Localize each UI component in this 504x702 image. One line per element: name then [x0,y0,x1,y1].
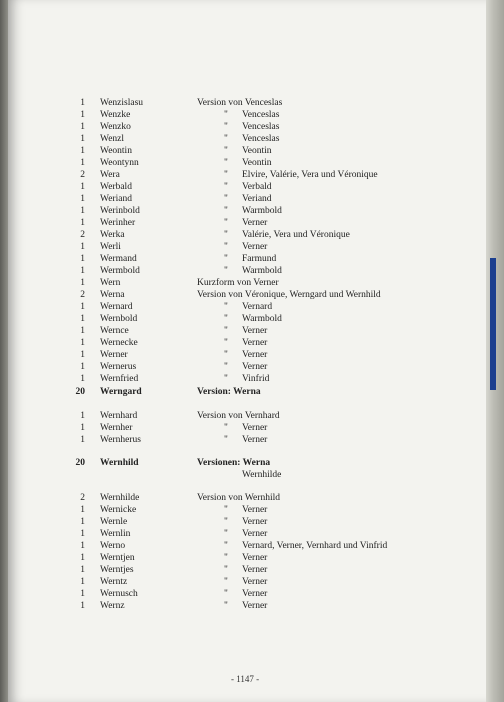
entry-name: Werner [100,350,128,360]
page-number: - 1147 - [231,674,260,684]
entry-reference: Verbald [242,182,272,192]
entry-reference: Veriand [242,194,272,204]
entry-count: 1 [80,254,85,264]
entry-reference: Verner [242,589,268,599]
entry-count: 1 [80,529,85,539]
entry-name: Werntjen [100,553,135,563]
entry-count: 1 [80,350,85,360]
entry-name: Wernhilde [100,493,140,503]
entry-reference: Verner [242,423,268,433]
entry-count: 1 [80,326,85,336]
entry-name: Wernard [100,302,133,312]
entry-count: 1 [80,110,85,120]
entry-count: 2 [80,290,85,300]
entry-count: 1 [80,565,85,575]
entry-reference: Verner [242,553,268,563]
entry-reference: Verner [242,350,268,360]
ditto-mark: " [224,134,228,144]
entry-name: Werno [100,541,126,551]
ditto-mark: " [224,505,228,515]
entry-reference: Verner [242,577,268,587]
ditto-mark: " [224,182,228,192]
entry-name: Wernerus [100,362,137,372]
entry-name: Weontynn [100,158,139,168]
ditto-mark: " [224,435,228,445]
entry-name: Wermbold [100,266,140,276]
entry-name: Weriand [100,194,132,204]
entry-count: 1 [80,122,85,132]
entry-count: 1 [80,158,85,168]
entry-reference: Vernard [242,302,273,312]
entry-reference: Verner [242,529,268,539]
ditto-mark: " [224,158,228,168]
entry-reference: Verner [242,362,268,372]
entry-description: Version von Venceslas [197,98,283,108]
entry-count: 1 [80,146,85,156]
entry-reference: Venceslas [242,110,280,120]
entry-name: Wenzke [100,110,131,120]
entry-description: Version von Vernhard [197,411,280,421]
entry-description: Version von Véronique, Werngard und Wernhild [197,290,381,300]
entry-reference: Vinfrid [242,374,270,384]
entry-count: 1 [80,362,85,372]
ditto-mark: " [224,565,228,575]
entry-description: Version: Werna [197,387,261,397]
ditto-mark: " [224,206,228,216]
entry-name: Wernhard [100,411,138,421]
entry-count: 2 [80,230,85,240]
entry-description: Version von Wernhild [197,493,280,503]
ditto-mark: " [224,362,228,372]
entry-name: Wenzislasu [100,98,144,108]
entry-description: Versionen: Werna [197,458,271,468]
ditto-mark: " [224,423,228,433]
ditto-mark: " [224,302,228,312]
entry-count: 20 [75,387,85,397]
entry-name: Wernbold [100,314,138,324]
entry-reference: Farmund [242,254,277,264]
entry-count: 1 [80,98,85,108]
entry-name: Werna [100,290,125,300]
entry-name: Wern [100,278,121,288]
entry-reference: Venceslas [242,134,280,144]
entry-count: 2 [80,170,85,180]
entry-count: 1 [80,242,85,252]
entry-reference: Verner [242,565,268,575]
ditto-mark: " [224,314,228,324]
entry-name: Werntjes [100,565,134,575]
entry-reference: Verner [242,242,268,252]
entry-count: 1 [80,266,85,276]
entry-description: Kurzform von Verner [197,278,279,288]
entry-reference: Verner [242,601,268,611]
entry-count: 1 [80,206,85,216]
entry-name: Wernicke [100,505,137,515]
ditto-mark: " [224,338,228,348]
ditto-mark: " [224,110,228,120]
entry-count: 1 [80,411,85,421]
ditto-mark: " [224,230,228,240]
ditto-mark: " [224,122,228,132]
entry-count: 1 [80,435,85,445]
entry-name: Wernce [100,326,129,336]
entry-count: 1 [80,601,85,611]
ditto-mark: " [224,254,228,264]
entry-reference: Warmbold [242,206,282,216]
entry-name: Wernlin [100,529,131,539]
ditto-mark: " [224,541,228,551]
entry-name: Wernecke [100,338,138,348]
entry-count: 1 [80,517,85,527]
ditto-mark: " [224,601,228,611]
ditto-mark: " [224,577,228,587]
entry-name: Werli [100,242,121,252]
entry-reference: Elvire, Valérie, Vera und Véronique [242,170,378,180]
entry-reference: Veontin [242,158,272,168]
entry-name: Wernle [100,517,128,527]
entry-name: Wernfried [100,374,139,384]
entry-name: Wernusch [100,589,138,599]
entry-reference: Verner [242,338,268,348]
ditto-mark: " [224,194,228,204]
entry-reference: Venceslas [242,122,280,132]
entry-count: 1 [80,134,85,144]
ditto-mark: " [224,589,228,599]
entry-name: Wernhild [100,458,139,468]
entry-count: 1 [80,577,85,587]
entry-reference: Verner [242,218,268,228]
entry-count: 1 [80,194,85,204]
entry-name: Werngard [100,387,142,397]
ditto-mark: " [224,374,228,384]
entry-name: Werntz [100,577,128,587]
entry-name: Weontin [100,146,132,156]
entry-name: Werka [100,230,125,240]
entry-count: 1 [80,541,85,551]
ditto-mark: " [224,350,228,360]
ditto-mark: " [224,170,228,180]
ditto-mark: " [224,266,228,276]
entry-name: Wenzko [100,122,131,132]
ditto-mark: " [224,517,228,527]
book-binding [0,0,8,702]
entry-count: 1 [80,182,85,192]
entry-count: 1 [80,314,85,324]
entry-reference: Verner [242,517,268,527]
entry-reference: Verner [242,326,268,336]
entry-reference: Verner [242,505,268,515]
ditto-mark: " [224,242,228,252]
entry-name: Werbald [100,182,132,192]
entry-count: 1 [80,505,85,515]
entry-name: Werinher [100,218,136,228]
entry-count: 1 [80,302,85,312]
entry-reference: Veontin [242,146,272,156]
entry-name: Werinbold [100,206,140,216]
entry-name: Wenzl [100,134,125,144]
entry-name: Wernz [100,601,125,611]
entry-count: 1 [80,218,85,228]
entry-reference: Warmbold [242,314,282,324]
entry-reference: Verner [242,435,268,445]
entry-name: Wera [100,170,120,180]
entry-name: Wernherus [100,435,141,445]
ditto-mark: " [224,218,228,228]
entry-count: 1 [80,374,85,384]
ditto-mark: " [224,553,228,563]
entry-name: Wermand [100,254,137,264]
entry-count: 1 [80,589,85,599]
ditto-mark: " [224,146,228,156]
entry-name: Wernher [100,423,133,433]
entry-count: 1 [80,338,85,348]
entry-reference: Valérie, Vera und Véronique [242,230,350,240]
ditto-mark: " [224,326,228,336]
entry-reference: Warmbold [242,266,282,276]
entry-count: 20 [75,458,85,468]
entry-count: 2 [80,493,85,503]
entry-count: 1 [80,278,85,288]
entry-count: 1 [80,553,85,563]
ditto-mark: " [224,529,228,539]
entry-count: 1 [80,423,85,433]
entry-reference: Wernhilde [242,470,282,480]
blue-tab-marker [490,258,496,390]
entry-reference: Vernard, Verner, Vernhard und Vinfrid [242,541,388,551]
